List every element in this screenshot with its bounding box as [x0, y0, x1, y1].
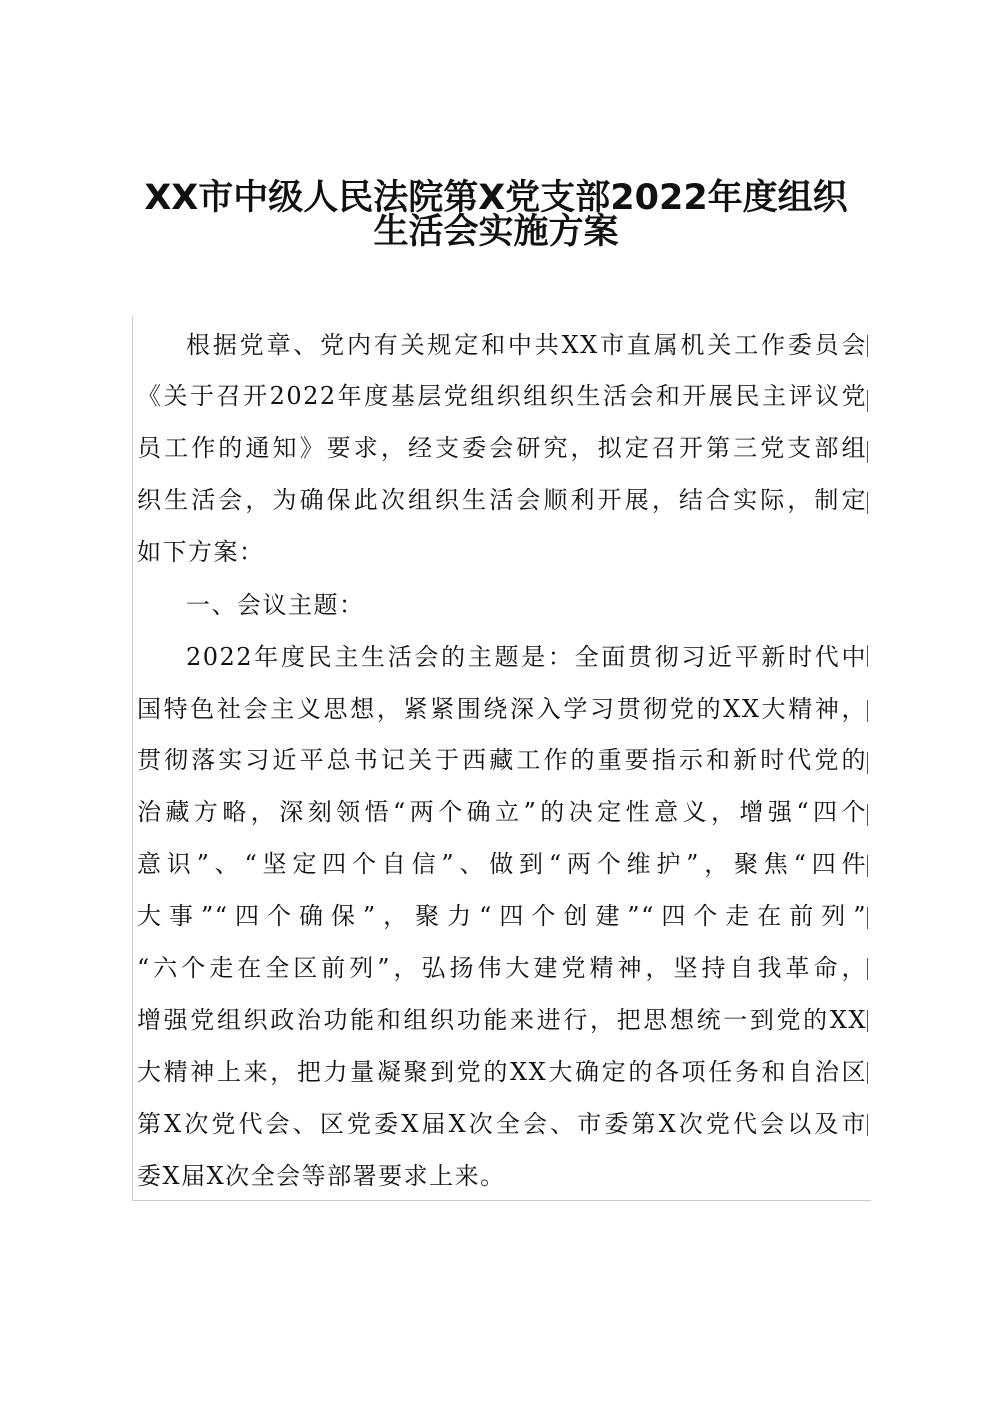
paragraph-2-line-9: 大精神上来，把力量凝聚到党的XX大确定的各项任务和自治区: [137, 1058, 867, 1086]
paragraph-1-line-1: 根据党章、党内有关规定和中共XX市直属机关工作委员会: [186, 331, 867, 359]
paragraph-2-line-3: 贯彻落实习近平总书记关于西藏工作的重要指示和新时代党的: [137, 746, 867, 774]
document-title-line-1: XX市中级人民法院第X党支部2022年度组织: [144, 178, 848, 218]
margin-mark: [867, 492, 868, 514]
margin-mark: [867, 1062, 868, 1084]
paragraph-2-line-7: “六个走在全区前列”，弘扬伟大建党精神，坚持自我革命，: [137, 954, 867, 982]
margin-mark: [867, 1010, 868, 1032]
paragraph-2-line-8: 增强党组织政治功能和组织功能来进行，把思想统一到党的XX: [137, 1006, 867, 1034]
paragraph-2-line-1: 2022年度民主生活会的主题是：全面贯彻习近平新时代中: [186, 643, 867, 671]
margin-mark: [867, 390, 868, 412]
margin-mark: [867, 855, 868, 877]
margin-mark: [867, 958, 868, 980]
margin-mark: [867, 1114, 868, 1136]
section-heading-meeting-theme: 一、会议主题：: [186, 591, 365, 619]
paragraph-2-line-11: 委X届X次全会等部署要求上来。: [137, 1162, 506, 1190]
margin-mark: [867, 752, 868, 774]
paragraph-2-line-4: 治藏方略，深刻领悟“两个确立”的决定性意义，增强“四个: [137, 798, 867, 826]
margin-mark: [867, 804, 868, 826]
paragraph-1-line-5: 如下方案：: [137, 538, 265, 566]
paragraph-2-line-6: 大事”“四个确保”，聚力“四个创建”“四个走在前列”: [137, 902, 867, 930]
paragraph-1-line-4: 织生活会，为确保此次组织生活会顺利开展，结合实际，制定: [137, 486, 867, 514]
margin-mark: [867, 335, 868, 357]
paragraph-2-line-5: 意识”、“坚定四个自信”、做到“两个维护”，聚焦“四件: [137, 850, 867, 878]
margin-mark: [867, 441, 868, 463]
paragraph-2-line-2: 国特色社会主义思想，紧紧围绕深入学习贯彻党的XX大精神，: [137, 695, 867, 723]
paragraph-2-line-10: 第X次党代会、区党委X届X次全会、市委第X次党代会以及市: [137, 1110, 867, 1138]
paragraph-1-line-3: 员工作的通知》要求，经支委会研究，拟定召开第三党支部组: [137, 434, 867, 462]
margin-mark: [867, 907, 868, 929]
document-title-line-2: 生活会实施方案: [373, 212, 619, 252]
margin-mark: [867, 700, 868, 722]
margin-mark: [867, 645, 868, 667]
paragraph-1-line-2: 《关于召开2022年度基层党组织组织生活会和开展民主评议党: [137, 382, 867, 410]
